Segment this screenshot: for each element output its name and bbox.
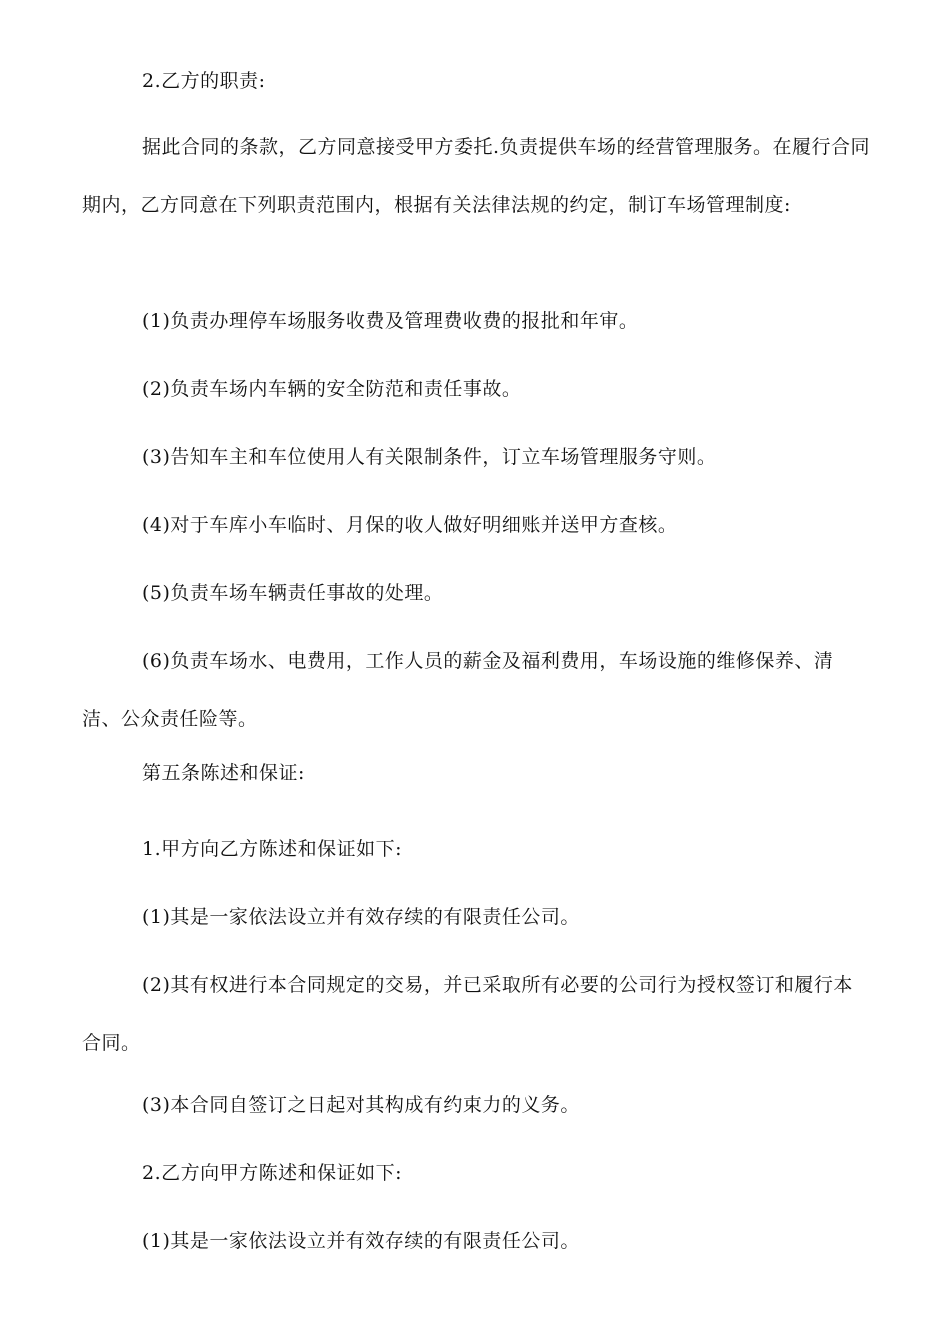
paragraph-duty-2: (2)负责车场内车辆的安全防范和责任事故。 [142,378,522,400]
paragraph-party-b-duties-intro: 据此合同的条款，乙方同意接受甲方委托.负责提供车场的经营管理服务。在履行合同期内，乙方同意在下列职责范围内，根据有关法律法规的约定，制订车场管理制度: [82,136,871,216]
paragraph-duty-4: (4)对于车库小车临时、月保的收人做好明细账并送甲方查核。 [142,514,678,536]
paragraph-party-b-duties-heading: 2.乙方的职责: [142,70,266,92]
paragraph-party-a-warranty-1: (1)其是一家依法设立并有效存续的有限责任公司。 [142,906,580,928]
paragraph-duty-6: (6)负责车场水、电费用，工作人员的薪金及福利费用，车场设施的维修保养、清洁、公众责任险等。 [82,650,834,730]
paragraph-party-a-warranty-2: (2)其有权进行本合同规定的交易，并已采取所有必要的公司行为授权签订和履行本合同。 [82,974,853,1054]
paragraph-party-b-warranty-heading: 2.乙方向甲方陈述和保证如下: [142,1162,403,1184]
paragraph-duty-1: (1)负责办理停车场服务收费及管理费收费的报批和年审。 [142,310,639,332]
paragraph-duty-3: (3)告知车主和车位使用人有关限制条件，订立车场管理服务守则。 [142,446,717,468]
paragraph-party-a-warranty-heading: 1.甲方向乙方陈述和保证如下: [142,838,403,860]
paragraph-party-b-warranty-1: (1)其是一家依法设立并有效存续的有限责任公司。 [142,1230,580,1252]
paragraph-article-5-heading: 第五条陈述和保证: [142,762,305,784]
paragraph-party-a-warranty-3: (3)本合同自签订之日起对其构成有约束力的义务。 [142,1094,580,1116]
paragraph-duty-5: (5)负责车场车辆责任事故的处理。 [142,582,444,604]
